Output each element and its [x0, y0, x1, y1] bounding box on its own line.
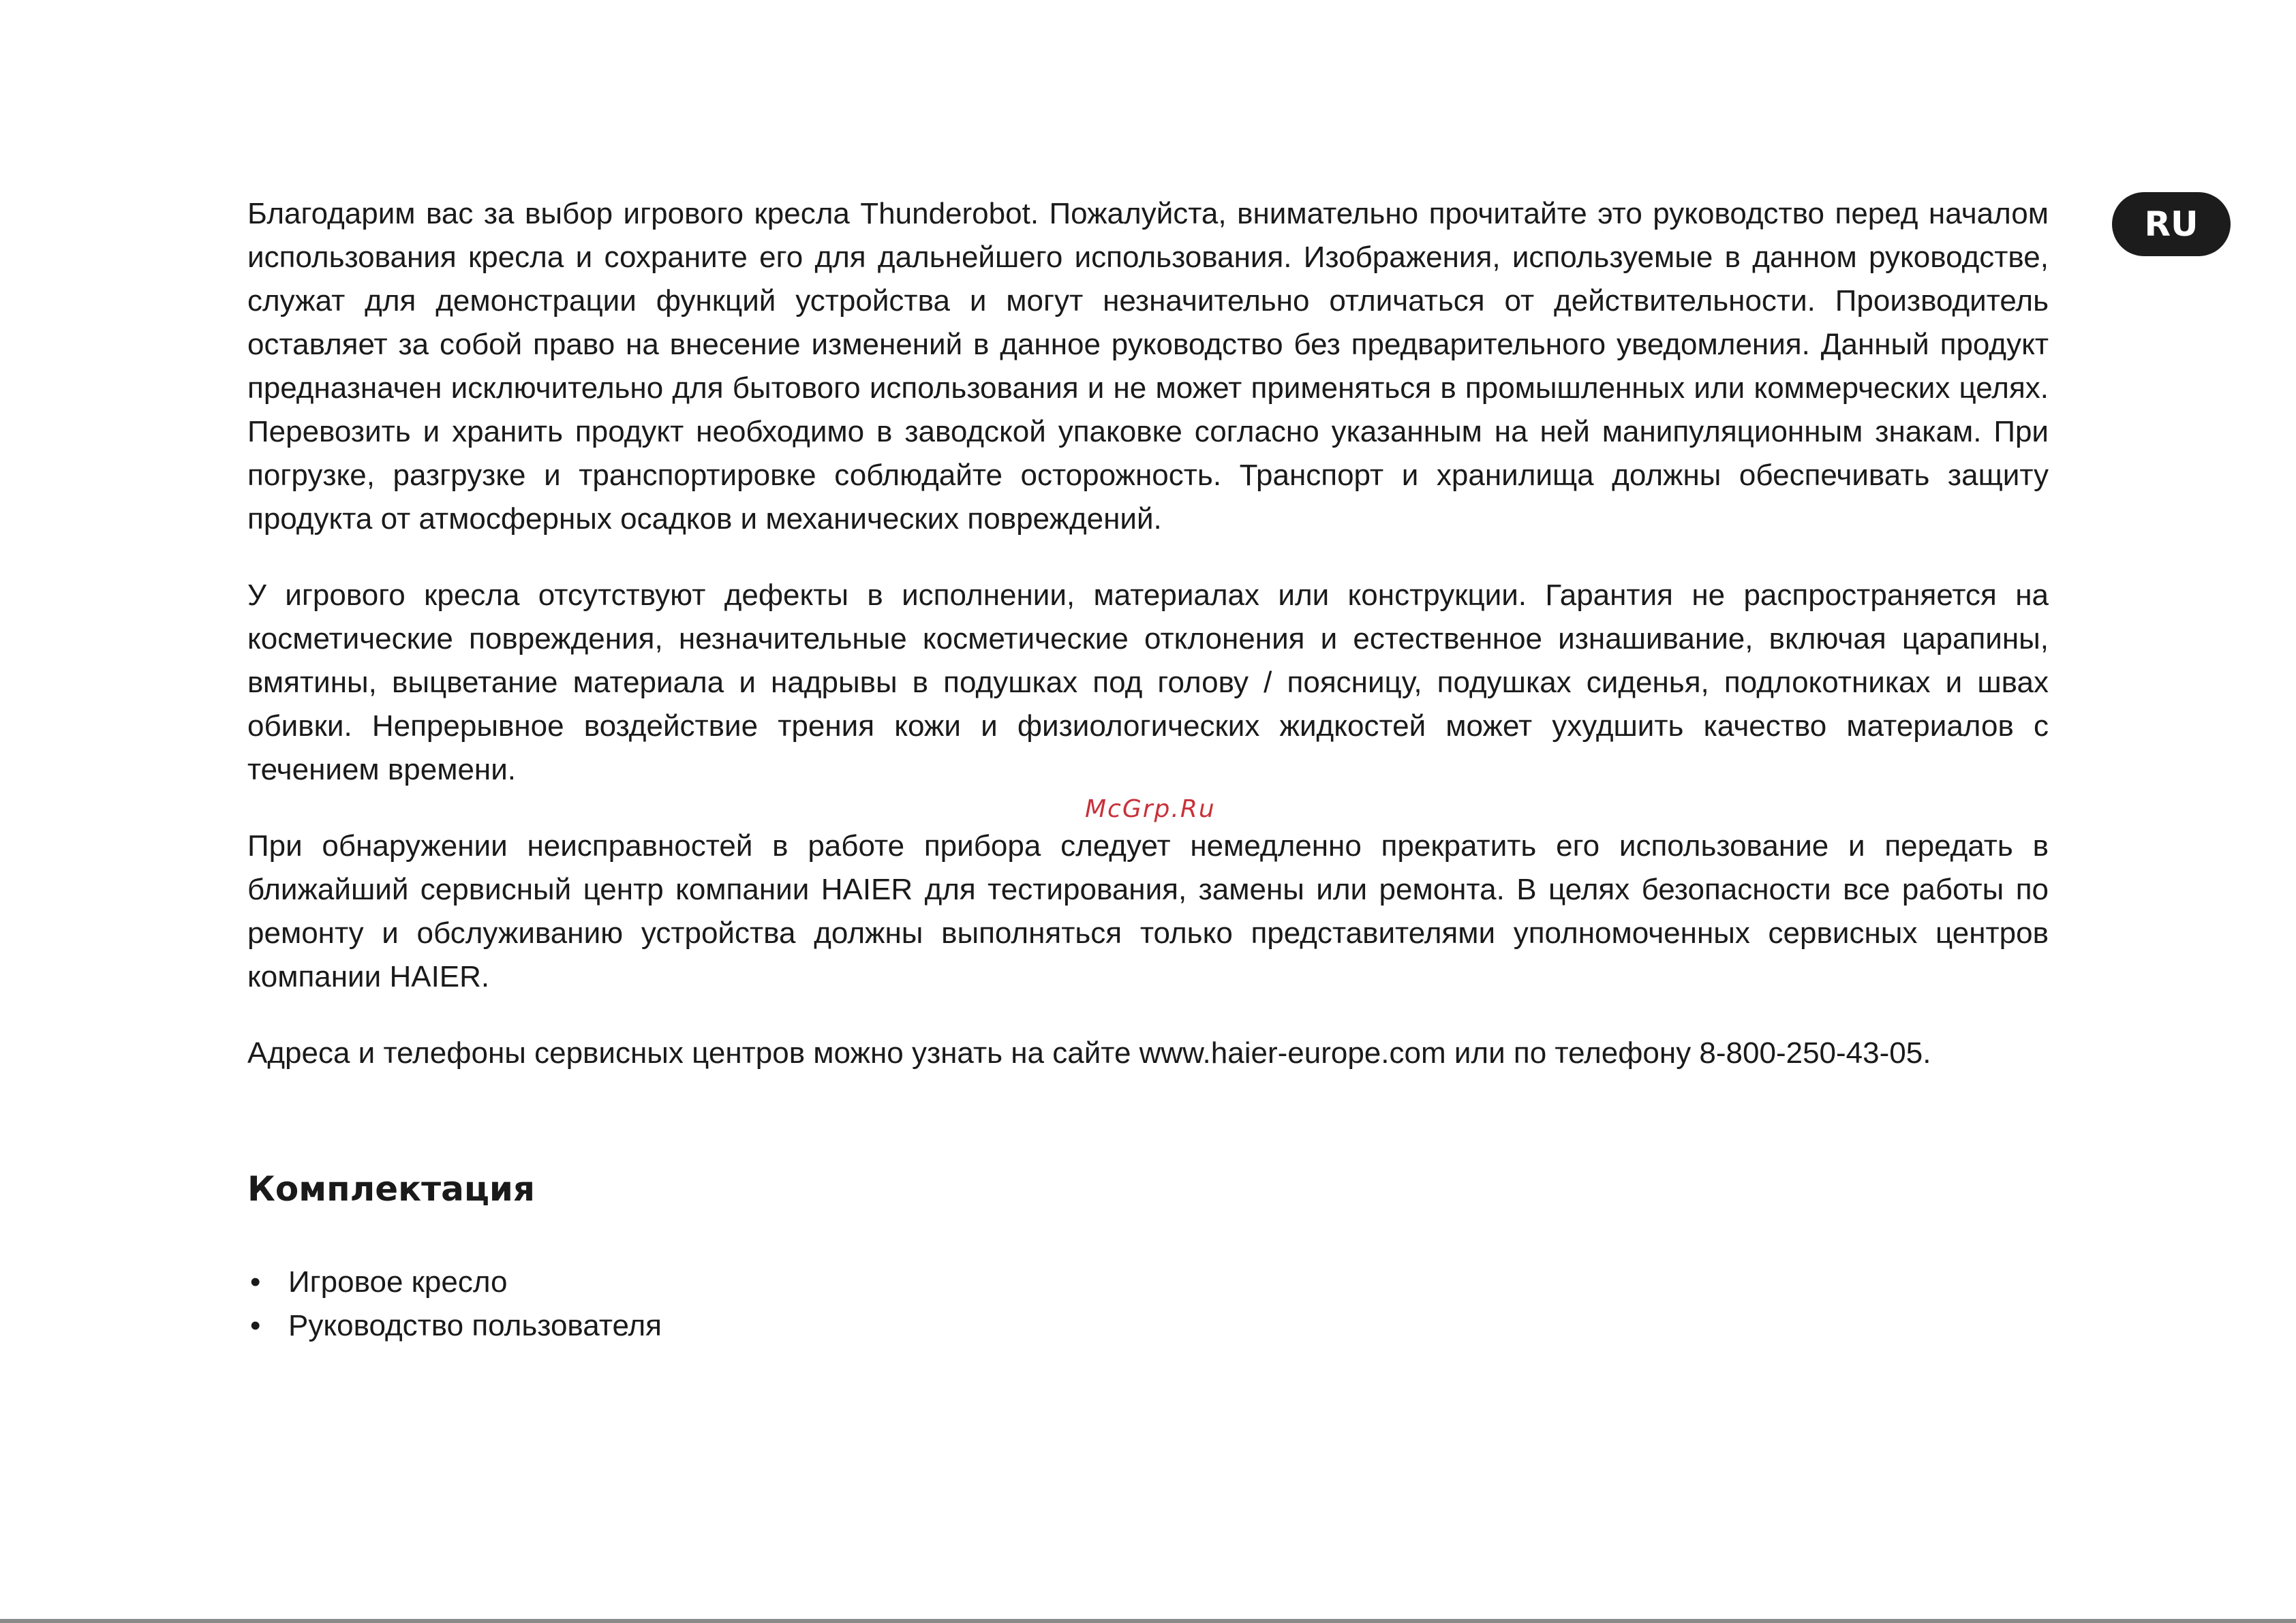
watermark: McGrp.Ru: [1085, 795, 1216, 823]
bullet-icon: •: [250, 1309, 261, 1342]
list-item: [247, 1261, 662, 1304]
kit-item-label: Руководство пользователя: [288, 1309, 662, 1342]
paragraph-service: При обнаружении неисправностей в работе прибора следует немедленно прекратить его использование и передать в ближайший сервисный центр компании HAIER для тестирования, замены или ремонта. В целях безопасности все работы по ремонту и обслуживанию устройства должны выполняться только представителями уполномоченных сервисных центров компании HAIER.: [247, 829, 2049, 993]
paragraph-contacts: Адреса и телефоны сервисных центров можно узнать на сайте www.haier-europe.com или по телефону 8-800-250-43-05.: [247, 1036, 1931, 1070]
bullet-icon: •: [250, 1265, 261, 1299]
kit-heading: Комплектация: [247, 1169, 536, 1209]
paragraph-warranty: У игрового кресла отсутствуют дефекты в исполнении, материалах или конструкции. Гарантия не распространяется на косметические повреждения, незначительные косметические отклонения и естественное изнашивание, включая царапины, вмятины, выцветание материала и надрывы в подушках под голову / поясницу, подушках сиденья, подлокотниках и швах обивки. Непрерывное воздействие трения кожи и физиологических жидкостей может ухудшить качество материалов с течением времени.: [247, 578, 2049, 786]
intro-text-block: [247, 192, 2049, 1075]
paragraph-intro: Благодарим вас за выбор игрового кресла Thunderobot. Пожалуйста, внимательно прочитайте это руководство перед началом использования кресла и сохраните его для дальнейшего использования. Изображения, используемые в данном руководстве, служат для демонстрации функций устройства и могут незначительно отличаться от действительности. Производитель оставляет за собой право на внесение изменений в данное руководство без предварительного уведомления. Данный продукт предназначен исключительно для бытового использования и не может применяться в промышленных или коммерческих целях. Перевозить и хранить продукт необходимо в заводской упаковке согласно указанным на ней манипуляционным знакам. При погрузке, разгрузке и транспортировке соблюдайте осторожность. Транспорт и хранилища должны обеспечивать защиту продукта от атмосферных осадков и механических повреждений.: [247, 197, 2049, 536]
kit-list: [247, 1261, 662, 1348]
bottom-divider: [0, 1619, 2296, 1623]
list-item: [247, 1304, 662, 1348]
language-badge: RU: [2112, 192, 2231, 256]
kit-item-label: Игровое кресло: [288, 1265, 508, 1299]
